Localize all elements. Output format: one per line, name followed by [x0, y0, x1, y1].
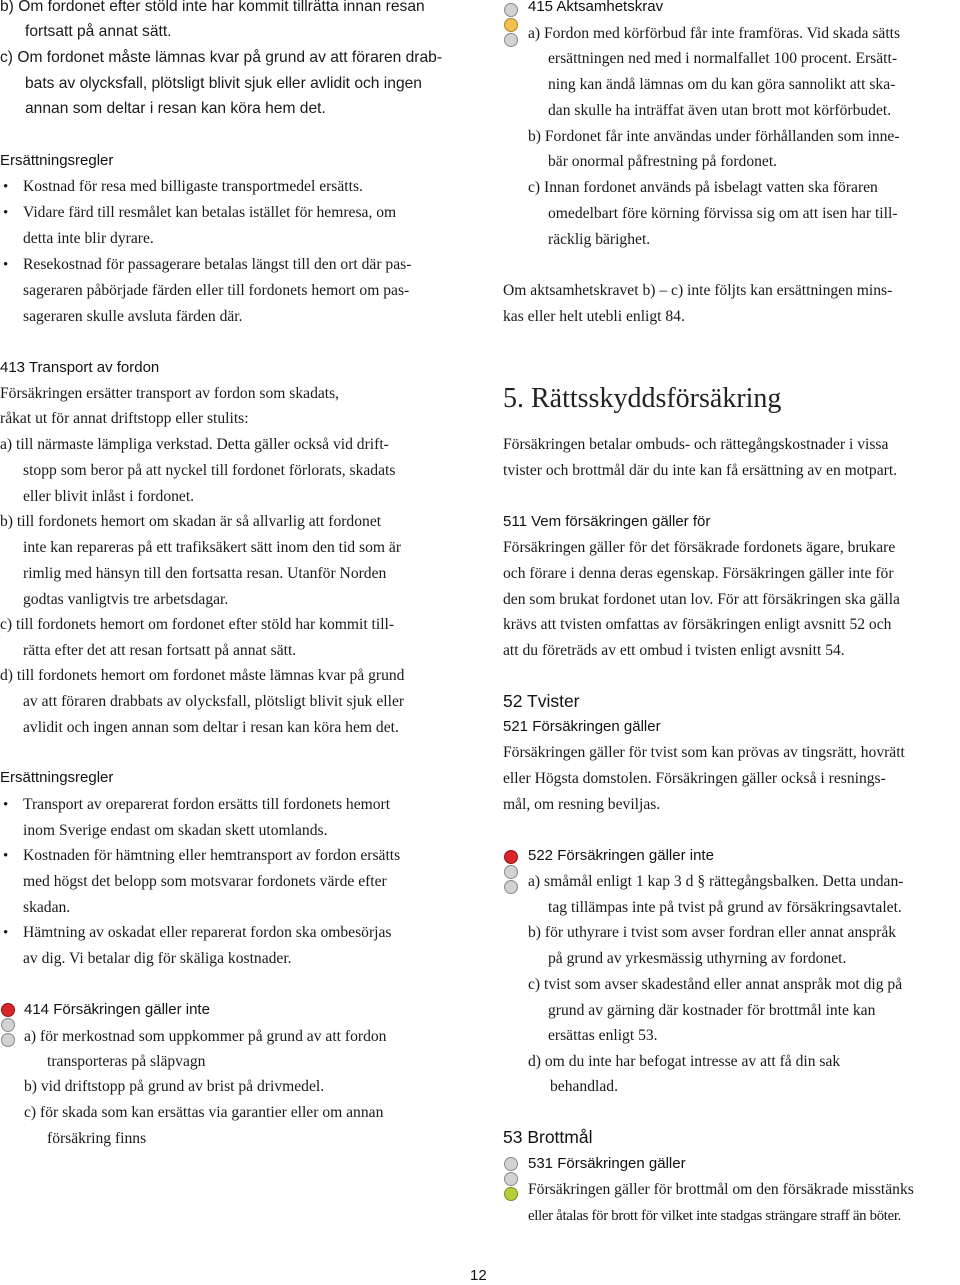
text-line: på grund av yrkesmässig uthyrning av fordonet. [548, 950, 847, 967]
bullet-icon: • [3, 848, 9, 864]
text-line: bats av olycksfall, plötsligt blivit sjuk eller avlidit och ingen [25, 75, 422, 92]
bullet-icon: • [3, 797, 9, 813]
text-line: c) Om fordonet måste lämnas kvar på grund av att föraren drab- [0, 49, 443, 66]
traffic-light-red-icon [504, 850, 518, 894]
bullet-icon: • [3, 257, 9, 273]
bullet-icon: • [3, 179, 9, 195]
text-line: godtas vanligtvis tre arbetsdagar. [23, 591, 229, 608]
section-heading-413: 413 Transport av fordon [0, 359, 160, 376]
text-line: Försäkringen gäller för brottmål om den försäkrade misstänks [528, 1181, 914, 1198]
list-item: Vidare färd till resmålet kan betalas istället för hemresa, om [23, 204, 397, 221]
text-line: Försäkringen gäller för det försäkrade fordonets ägare, brukare [503, 539, 896, 556]
traffic-light-amber-icon [504, 3, 518, 47]
text-line: tag tillämpas inte på tvist på grund av försäkringsavtalet. [548, 899, 902, 916]
text-line: b) för uthyrare i tvist som avser fordran eller annat anspråk [528, 924, 897, 941]
text-line: omedelbart före körning förvissa sig om att isen har till- [548, 205, 898, 222]
list-item: Kostnaden för hämtning eller hemtransport av fordon ersätts [23, 847, 401, 864]
text-line: a) Fordon med körförbud får inte framföras. Vid skada sätts [528, 25, 901, 42]
section-heading-511: 511 Vem försäkringen gäller för [503, 513, 711, 530]
list-item: med högst det belopp som motsvarar fordonets värde efter [23, 873, 387, 890]
text-line: d) om du inte har befogat intresse av att få din sak [528, 1053, 841, 1070]
text-line: b) Fordonet får inte användas under förhållanden som inne- [528, 128, 900, 145]
section-heading-ersattningsregler: Ersättningsregler [0, 152, 114, 169]
text-line: ning kan ändå lämnas om du kan göra sannolikt att ska- [548, 76, 896, 93]
text-line: c) tvist som avser skadestånd eller annat anspråk mot dig på [528, 976, 903, 993]
text-line: räcklig bärighet. [548, 231, 651, 248]
text-line: av att föraren drabbats av olycksfall, plötsligt blivit sjuk eller [23, 693, 405, 710]
text-line: tvister och brottmål där du inte kan få ersättning av en motpart. [503, 462, 898, 479]
text-line: c) Innan fordonet används på isbelagt vatten ska föraren [528, 179, 878, 196]
section-heading-414: 414 Försäkringen gäller inte [24, 1001, 210, 1018]
text-line: och förare i denna deras egenskap. Försäkringen gäller inte för [503, 565, 894, 582]
list-item: Transport av oreparerat fordon ersätts till fordonets hemort [23, 796, 391, 813]
text-line: c) till fordonets hemort om fordonet efter stöld har kommit till- [0, 616, 395, 633]
bullet-icon: • [3, 205, 9, 221]
text-line: a) småmål enligt 1 kap 3 d § rättegångsbalken. Detta undan- [528, 873, 904, 890]
text-line: eller Högsta domstolen. Försäkringen gäller också i resnings- [503, 770, 886, 787]
text-line: dan skulle ha inträffat även utan brott mot körförbudet. [548, 102, 892, 119]
text-line: krävs att tvisten omfattas av försäkringen enligt avsnitt 52 och [503, 616, 892, 633]
text-line: rätta efter det att resan fortsatt på annat sätt. [23, 642, 297, 659]
text-line: transporteras på släpvagn [47, 1053, 206, 1070]
page-number: 12 [470, 1267, 487, 1284]
text-line: Försäkringen gäller för tvist som kan prövas av tingsrätt, hovrätt [503, 744, 905, 761]
text-line: annan som deltar i resan kan köra hem det. [25, 100, 326, 117]
text-line: eller blivit inlåst i fordonet. [23, 488, 195, 505]
section-heading-521: 521 Försäkringen gäller [503, 718, 661, 735]
text-line: den som brukat fordonet utan lov. För att försäkringen ska gälla [503, 591, 900, 608]
text-line: c) för skada som kan ersättas via garantier eller om annan [24, 1104, 384, 1121]
text-line: Försäkringen ersätter transport av fordon som skadats, [0, 385, 340, 402]
text-line: b) vid driftstopp på grund av brist på drivmedel. [24, 1078, 325, 1095]
traffic-light-red-icon [1, 1003, 15, 1047]
traffic-light-green-icon [504, 1157, 518, 1201]
text-line: fortsatt på annat sätt. [25, 23, 172, 40]
text-line: rimlig med hänsyn till den fortsatta resan. Utanför Norden [23, 565, 387, 582]
text-line: mål, om resning beviljas. [503, 796, 661, 813]
list-item: Kostnad för resa med billigaste transportmedel ersätts. [23, 178, 363, 195]
section-heading-415: 415 Aktsamhetskrav [528, 0, 664, 15]
text-line: stopp som beror på att nyckel till fordonet förlorats, skadats [23, 462, 396, 479]
text-line: ersättas enligt 53. [548, 1027, 658, 1044]
chapter-title: 5. Rättsskyddsförsäkring [503, 383, 782, 414]
section-heading-522: 522 Försäkringen gäller inte [528, 847, 714, 864]
list-item: skadan. [23, 899, 71, 916]
text-line: d) till fordonets hemort om fordonet måste lämnas kvar på grund [0, 667, 405, 684]
section-heading-53: 53 Brottmål [503, 1127, 593, 1147]
text-line: avlidit och ingen annan som deltar i resan kan köra hem det. [23, 719, 399, 736]
text-line: a) till närmaste lämpliga verkstad. Detta gäller också vid drift- [0, 436, 389, 453]
list-item: sageraren skulle avsluta färden där. [23, 308, 243, 325]
list-item: inom Sverige endast om skadan skett utomlands. [23, 822, 328, 839]
text-line: Försäkringen betalar ombuds- och rättegångskostnader i vissa [503, 436, 889, 453]
text-line: Om aktsamhetskravet b) – c) inte följts kan ersättningen mins- [503, 282, 893, 299]
text-line: försäkring finns [47, 1130, 147, 1147]
text-line: att du företräds av ett ombud i tvisten enligt avsnitt 54. [503, 642, 845, 659]
text-line: inte kan repareras på ett trafiksäkert sätt inom den tid som är [23, 539, 402, 556]
list-item: Hämtning av oskadat eller reparerat fordon ska ombesörjas [23, 924, 392, 941]
text-line: b) till fordonets hemort om skadan är så allvarlig att fordonet [0, 513, 382, 530]
text-line: bär onormal påfrestning på fordonet. [548, 153, 778, 170]
bullet-icon: • [3, 925, 9, 941]
text-line: råkat ut för annat driftstopp eller stulits: [0, 410, 249, 427]
text-line: kas eller helt utebli enligt 84. [503, 308, 685, 325]
text-line: behandlad. [550, 1078, 618, 1095]
list-item: Resekostnad för passagerare betalas längst till den ort där pas- [23, 256, 412, 273]
section-heading-ersattningsregler: Ersättningsregler [0, 769, 114, 786]
list-item: detta inte blir dyrare. [23, 230, 154, 247]
section-heading-52: 52 Tvister [503, 691, 580, 711]
text-line: eller åtalas för brott för vilket inte stadgas strängare straff än böter. [528, 1208, 902, 1224]
text-line: a) för merkostnad som uppkommer på grund av att fordon [24, 1028, 387, 1045]
text-line: grund av gärning där kostnader för brottmål inte kan [548, 1002, 876, 1019]
list-item: av dig. Vi betalar dig för skäliga kostnader. [23, 950, 292, 967]
list-item: sageraren påbörjade färden eller till fordonets hemort om pas- [23, 282, 410, 299]
text-line: ersättningen ned med i normalfallet 100 procent. Ersätt- [548, 50, 898, 67]
section-heading-531: 531 Försäkringen gäller [528, 1155, 686, 1172]
text-line: b) Om fordonet efter stöld inte har kommit tillrätta innan resan [0, 0, 425, 15]
